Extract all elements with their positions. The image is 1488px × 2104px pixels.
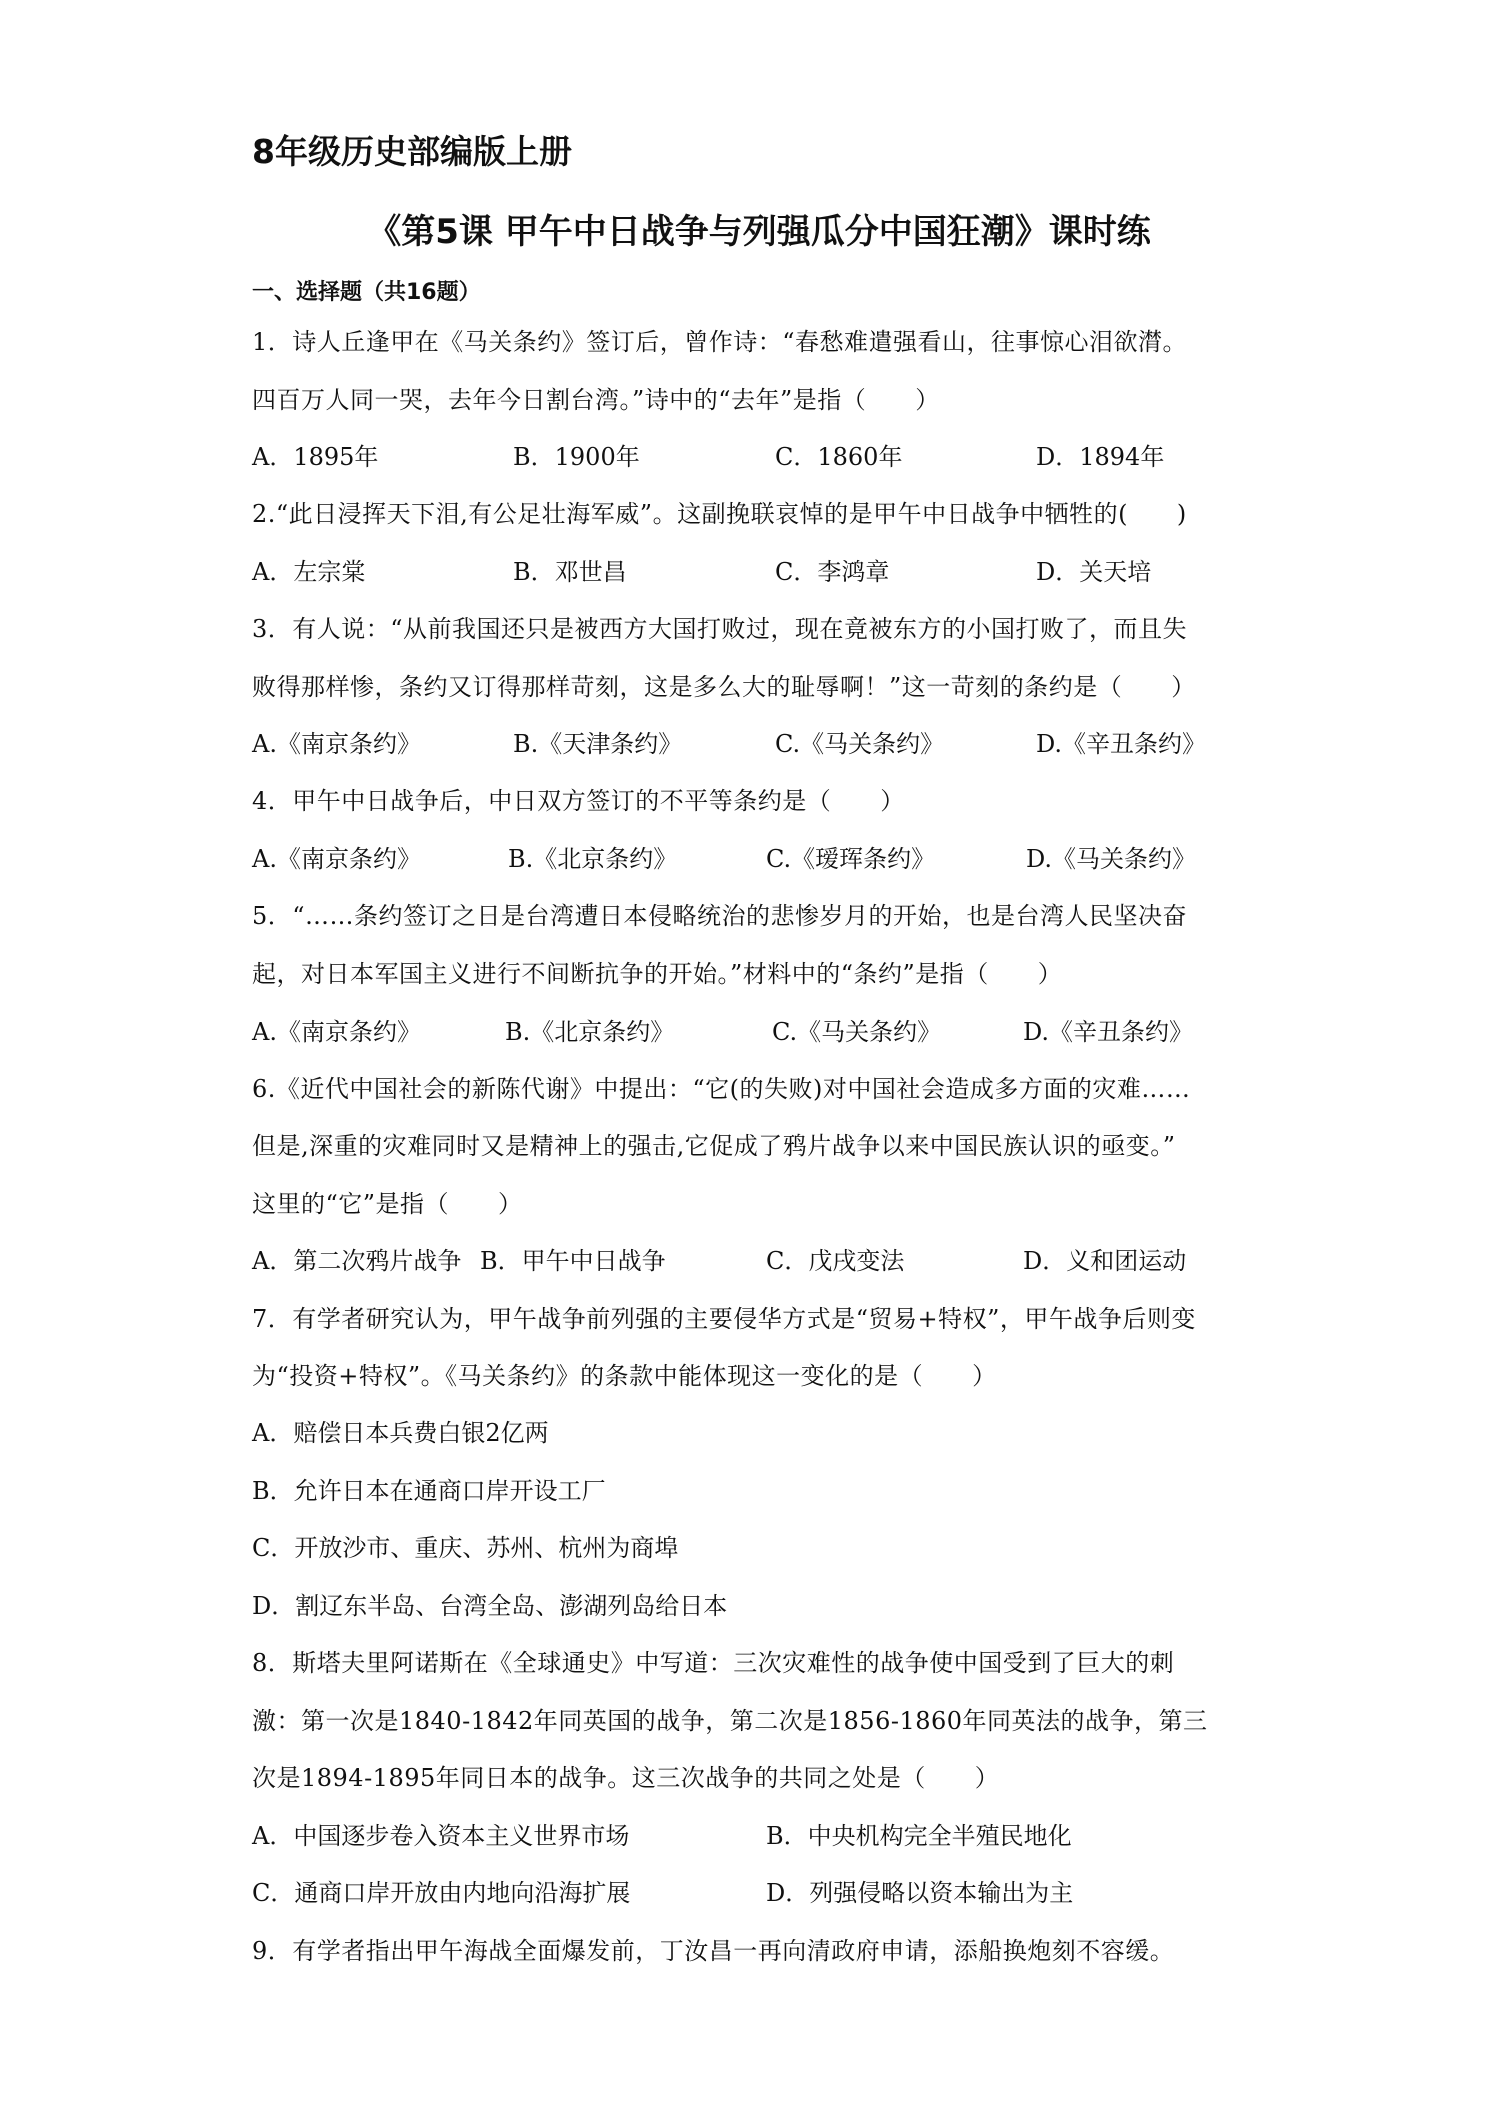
question-7-line-1: 7．有学者研究认为，甲午战争前列强的主要侵华方式是“贸易+特权”，甲午战争后则变: [252, 1305, 1196, 1333]
question-3-line-1: 3．有人说：“从前我国还只是被西方大国打败过，现在竟被东方的小国打败了，而且失: [252, 615, 1188, 643]
question-7-option-c: C．开放沙市、重庆、苏州、杭州为商埠: [252, 1534, 679, 1562]
question-4-option-a: A.《南京条约》: [252, 845, 421, 873]
question-7-option-b: B．允许日本在通商口岸开设工厂: [252, 1477, 606, 1505]
question-4-option-c: C.《瑷珲条约》: [766, 845, 936, 873]
question-4-line-1: 4．甲午中日战争后，中日双方签订的不平等条约是（ ）: [252, 787, 905, 815]
question-5-line-2: 起，对日本军国主义进行不间断抗争的开始。”材料中的“条约”是指（ ）: [252, 960, 1063, 988]
question-8-option-d: D．列强侵略以资本输出为主: [766, 1879, 1074, 1907]
question-1-option-b: B．1900年: [513, 443, 640, 471]
question-3-option-a: A.《南京条约》: [252, 730, 421, 758]
question-3-line-2: 败得那样惨，条约又订得那样苛刻，这是多么大的耻辱啊！”这一苛刻的条约是（ ）: [252, 673, 1196, 701]
question-6-option-d: D．义和团运动: [1023, 1247, 1187, 1275]
question-6-line-1: 6.《近代中国社会的新陈代谢》中提出：“它(的失败)对中国社会造成多方面的灾难……: [252, 1075, 1191, 1103]
question-5-option-c: C.《马关条约》: [772, 1018, 942, 1046]
question-3-option-d: D.《辛丑条约》: [1036, 730, 1207, 758]
question-6-line-2: 但是,深重的灾难同时又是精神上的强击,它促成了鸦片战争以来中国民族认识的亟变。”: [252, 1132, 1176, 1160]
question-1-line-2: 四百万人同一哭，去年今日割台湾。”诗中的“去年”是指（ ）: [252, 386, 940, 414]
grade-heading: 8年级历史部编版上册: [252, 132, 572, 171]
question-1-line-1: 1．诗人丘逢甲在《马关条约》签订后，曾作诗：“春愁难遣强看山，往事惊心泪欲潸。: [252, 328, 1188, 356]
lesson-title: 《第5课 甲午中日战争与列强瓜分中国狂潮》课时练: [367, 212, 1151, 252]
question-3-option-b: B.《天津条约》: [513, 730, 683, 758]
question-3-option-c: C.《马关条约》: [775, 730, 945, 758]
question-5-option-d: D.《辛丑条约》: [1023, 1018, 1194, 1046]
question-1-option-d: D．1894年: [1036, 443, 1165, 471]
question-2-line-1: 2.“此日浸挥天下泪,有公足壮海军威”。这副挽联哀悼的是甲午中日战争中牺牲的( ): [252, 500, 1187, 528]
question-6-line-3: 这里的“它”是指（ ）: [252, 1190, 523, 1218]
question-9-line-1: 9．有学者指出甲午海战全面爆发前，丁汝昌一再向清政府申请，添船换炮刻不容缓。: [252, 1937, 1175, 1965]
question-5-line-1: 5．“……条约签订之日是台湾遭日本侵略统治的悲惨岁月的开始，也是台湾人民坚决奋: [252, 902, 1188, 930]
question-4-option-b: B.《北京条约》: [508, 845, 678, 873]
question-8-line-1: 8．斯塔夫里阿诺斯在《全球通史》中写道：三次灾难性的战争使中国受到了巨大的刺: [252, 1649, 1175, 1677]
question-8-option-b: B．中央机构完全半殖民地化: [766, 1822, 1072, 1850]
question-2-option-b: B．邓世昌: [513, 558, 627, 586]
section-heading: 一、选择题（共16题）: [252, 280, 481, 305]
question-8-option-a: A．中国逐步卷入资本主义世界市场: [252, 1822, 630, 1850]
question-5-option-b: B.《北京条约》: [505, 1018, 675, 1046]
question-4-option-d: D.《马关条约》: [1026, 845, 1197, 873]
question-7-line-2: 为“投资+特权”。《马关条约》的条款中能体现这一变化的是（ ）: [252, 1362, 997, 1390]
question-6-option-a: A．第二次鸦片战争: [252, 1247, 462, 1275]
question-8-line-2: 激：第一次是1840-1842年同英国的战争，第二次是1856-1860年同英法的战争，第三: [252, 1707, 1208, 1735]
question-7-option-d: D．割辽东半岛、台湾全岛、澎湖列岛给日本: [252, 1592, 728, 1620]
question-8-option-c: C．通商口岸开放由内地向沿海扩展: [252, 1879, 631, 1907]
question-2-option-d: D．关天培: [1036, 558, 1152, 586]
question-1-option-c: C．1860年: [775, 443, 903, 471]
question-2-option-a: A．左宗棠: [252, 558, 366, 586]
question-6-option-b: B．甲午中日战争: [480, 1247, 666, 1275]
question-7-option-a: A．赔偿日本兵费白银2亿两: [252, 1419, 549, 1447]
question-6-option-c: C．戊戌变法: [766, 1247, 905, 1275]
question-5-option-a: A.《南京条约》: [252, 1018, 421, 1046]
question-2-option-c: C．李鸿章: [775, 558, 890, 586]
question-8-line-3: 次是1894-1895年同日本的战争。这三次战争的共同之处是（ ）: [252, 1764, 1000, 1792]
question-1-option-a: A．1895年: [252, 443, 379, 471]
